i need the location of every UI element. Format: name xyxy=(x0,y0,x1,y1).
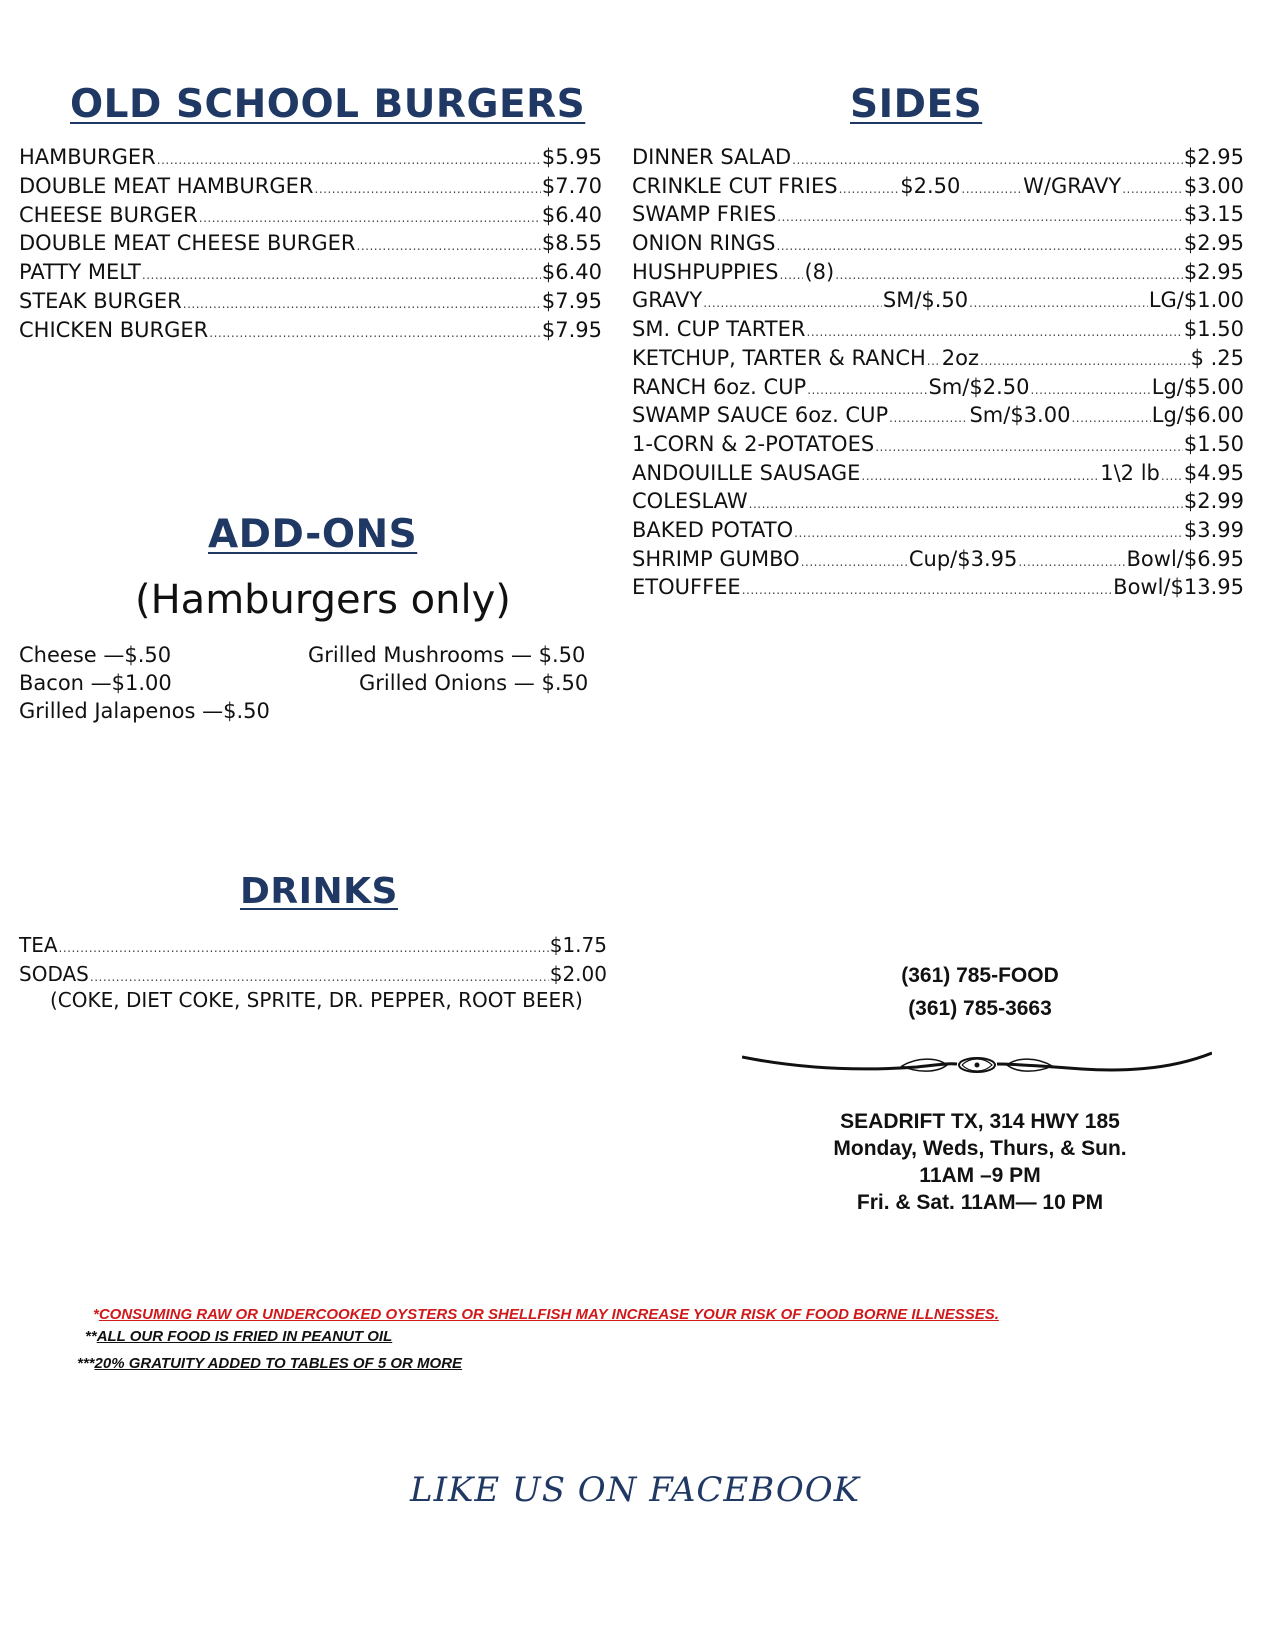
leader-dots xyxy=(980,354,1190,368)
weekend-hours: Fri. & Sat. 11AM— 10 PM xyxy=(856,1191,1104,1214)
item-price: $ .25 xyxy=(1190,345,1244,370)
leader-dots xyxy=(776,239,1182,253)
item-name: SODAS xyxy=(19,961,89,986)
leader-dots xyxy=(315,182,541,196)
item-price: $3.99 xyxy=(1183,517,1244,542)
menu-item xyxy=(19,260,602,289)
item-name: SM. CUP TARTER xyxy=(632,317,806,342)
item-name: HUSHPUPPIES xyxy=(632,259,779,284)
item-name: ONION RINGS xyxy=(632,231,776,256)
item-price: $8.55 xyxy=(541,231,602,256)
item-name: CHICKEN BURGER xyxy=(19,317,209,342)
leader-dots xyxy=(59,941,549,955)
leader-dots xyxy=(183,297,541,311)
menu-item xyxy=(632,432,1244,461)
item-size: 2oz xyxy=(941,345,980,370)
menu-item xyxy=(632,317,1244,346)
item-name: ANDOUILLE SAUSAGE xyxy=(632,460,861,485)
menu-item xyxy=(19,962,607,991)
soda-flavors: (COKE, DIET COKE, SPRITE, DR. PEPPER, ROOT BEER) xyxy=(50,988,583,1012)
item-name: SWAMP SAUCE 6oz. CUP xyxy=(632,403,889,428)
menu-item xyxy=(632,575,1244,604)
menu-item xyxy=(19,289,602,318)
item-price: $2.00 xyxy=(549,961,607,986)
leader-dots xyxy=(777,210,1183,224)
addon-item: Bacon —$1.00 xyxy=(19,671,172,695)
address: SEADRIFT TX, 314 HWY 185 xyxy=(840,1110,1120,1133)
item-price: $6.40 xyxy=(541,260,602,285)
leader-dots xyxy=(889,411,968,425)
item-qty: (8) xyxy=(804,259,835,284)
burgers-list xyxy=(19,145,602,347)
item-name: ETOUFFEE xyxy=(632,575,741,600)
item-price: $3.15 xyxy=(1183,202,1244,227)
menu-item xyxy=(19,203,602,232)
item-price: $5.95 xyxy=(541,145,602,169)
item-name: RANCH 6oz. CUP xyxy=(632,374,807,399)
leader-dots xyxy=(1030,383,1150,397)
item-price: $1.50 xyxy=(1183,431,1244,456)
leader-dots xyxy=(142,268,541,282)
menu-item xyxy=(632,489,1244,518)
drinks-list xyxy=(19,933,607,991)
item-price: $1.50 xyxy=(1183,317,1244,342)
open-days: Monday, Weds, Thurs, & Sun. xyxy=(833,1137,1127,1160)
note-text: 20% GRATUITY ADDED TO TABLES OF 5 OR MORE xyxy=(94,1355,463,1372)
item-name: PATTY MELT xyxy=(19,260,141,285)
menu-item xyxy=(19,145,602,174)
facebook-callout: LIKE US ON FACEBOOK xyxy=(410,1470,861,1510)
item-price: Lg/$6.00 xyxy=(1151,403,1244,428)
open-hours: 11AM –9 PM xyxy=(919,1164,1041,1187)
leader-dots xyxy=(779,268,803,282)
item-price: LG/$1.00 xyxy=(1148,288,1244,313)
item-price: $2.95 xyxy=(1183,145,1244,169)
leader-dots xyxy=(90,970,549,984)
item-name: CHEESE BURGER xyxy=(19,202,198,227)
leader-dots xyxy=(703,296,882,310)
note-prefix: ** xyxy=(85,1328,97,1345)
item-mid-price: Sm/$2.50 xyxy=(928,374,1030,399)
item-price: Lg/$5.00 xyxy=(1151,374,1244,399)
menu-item xyxy=(19,933,607,962)
flourish-divider-icon xyxy=(742,1045,1212,1085)
item-price: $2.95 xyxy=(1183,231,1244,256)
menu-item xyxy=(632,518,1244,547)
menu-item xyxy=(632,288,1244,317)
item-name: SWAMP FRIES xyxy=(632,202,777,227)
item-name: DOUBLE MEAT HAMBURGER xyxy=(19,173,314,198)
menu-item xyxy=(632,346,1244,375)
leader-dots xyxy=(969,296,1148,310)
item-name: TEA xyxy=(19,933,58,957)
menu-item xyxy=(632,547,1244,576)
leader-dots xyxy=(861,469,1099,483)
item-price: $4.95 xyxy=(1183,460,1244,485)
gratuity-note xyxy=(77,1355,462,1372)
item-price: $7.70 xyxy=(541,173,602,198)
menu-item xyxy=(632,260,1244,289)
burgers-heading: OLD SCHOOL BURGERS xyxy=(70,82,586,127)
health-warning xyxy=(93,1306,999,1323)
item-name: COLESLAW xyxy=(632,489,748,514)
addon-item: Grilled Jalapenos —$.50 xyxy=(19,699,270,723)
note-text: CONSUMING RAW OR UNDERCOOKED OYSTERS OR SHELLFISH MAY INCREASE YOUR RISK OF FOOD BORNE ILLNESSES. xyxy=(98,1306,999,1323)
leader-dots xyxy=(875,440,1183,454)
item-price: $7.95 xyxy=(541,288,602,313)
item-name: SHRIMP GUMBO xyxy=(632,546,800,571)
leader-dots xyxy=(209,326,541,340)
item-name: 1-CORN & 2-POTATOES xyxy=(632,431,875,456)
note-prefix: * xyxy=(93,1306,99,1323)
addon-item: Cheese —$.50 xyxy=(19,643,172,667)
menu-item xyxy=(632,231,1244,260)
item-name: DINNER SALAD xyxy=(632,145,792,169)
leader-dots xyxy=(1071,411,1150,425)
peanut-oil-note xyxy=(85,1328,392,1345)
menu-item xyxy=(19,231,602,260)
item-name: DOUBLE MEAT CHEESE BURGER xyxy=(19,231,356,256)
leader-dots xyxy=(1161,469,1183,483)
item-price: $2.95 xyxy=(1183,259,1244,284)
sides-list xyxy=(632,145,1244,604)
leader-dots xyxy=(742,583,1112,597)
leader-dots xyxy=(792,153,1183,167)
menu-item xyxy=(632,174,1244,203)
addons-subtitle: (Hamburgers only) xyxy=(135,577,511,623)
item-mid-label: W/GRAVY xyxy=(1023,173,1122,198)
item-mid-price: 1\2 lb xyxy=(1100,460,1160,485)
item-price: Bowl/$6.95 xyxy=(1126,546,1244,571)
phone-number: (361) 785-3663 xyxy=(908,997,1052,1020)
leader-dots xyxy=(749,497,1183,511)
menu-item xyxy=(19,318,602,347)
item-price: $3.00 xyxy=(1183,173,1245,198)
item-mid-price: SM/$.50 xyxy=(882,288,969,313)
item-mid-price: $2.50 xyxy=(900,173,961,198)
item-name: CRINKLE CUT FRIES xyxy=(632,173,838,198)
addons-heading: ADD-ONS xyxy=(208,512,418,557)
item-name: HAMBURGER xyxy=(19,145,156,169)
leader-dots xyxy=(961,182,1022,196)
leader-dots xyxy=(927,354,941,368)
leader-dots xyxy=(199,211,541,225)
leader-dots xyxy=(835,268,1183,282)
note-prefix: *** xyxy=(77,1355,95,1372)
note-text: ALL OUR FOOD IS FRIED IN PEANUT OIL xyxy=(96,1328,393,1345)
menu-item xyxy=(632,403,1244,432)
leader-dots xyxy=(807,325,1183,339)
item-price: $2.99 xyxy=(1183,489,1244,514)
item-name: BAKED POTATO xyxy=(632,517,794,542)
menu-item xyxy=(632,375,1244,404)
menu-item xyxy=(19,174,602,203)
item-name: KETCHUP, TARTER & RANCH xyxy=(632,345,926,370)
item-price: Bowl/$13.95 xyxy=(1113,575,1244,600)
leader-dots xyxy=(807,383,927,397)
leader-dots xyxy=(157,153,541,167)
leader-dots xyxy=(357,239,541,253)
item-mid-price: Sm/$3.00 xyxy=(969,403,1071,428)
sides-heading: SIDES xyxy=(850,82,983,127)
leader-dots xyxy=(1122,182,1183,196)
item-name: STEAK BURGER xyxy=(19,288,182,313)
phone-number: (361) 785-FOOD xyxy=(901,964,1059,987)
item-price: $6.40 xyxy=(541,202,602,227)
item-price: $1.75 xyxy=(549,933,607,957)
menu-item xyxy=(632,145,1244,174)
leader-dots xyxy=(1018,555,1125,569)
leader-dots xyxy=(794,526,1183,540)
item-price: $7.95 xyxy=(541,317,602,342)
menu-item xyxy=(632,202,1244,231)
addon-item: Grilled Mushrooms — $.50 xyxy=(308,643,586,667)
addon-item: Grilled Onions — $.50 xyxy=(359,671,589,695)
leader-dots xyxy=(839,182,900,196)
menu-item xyxy=(632,461,1244,490)
leader-dots xyxy=(801,555,908,569)
item-name: GRAVY xyxy=(632,288,703,313)
item-mid-price: Cup/$3.95 xyxy=(908,546,1018,571)
drinks-heading: DRINKS xyxy=(240,871,398,912)
